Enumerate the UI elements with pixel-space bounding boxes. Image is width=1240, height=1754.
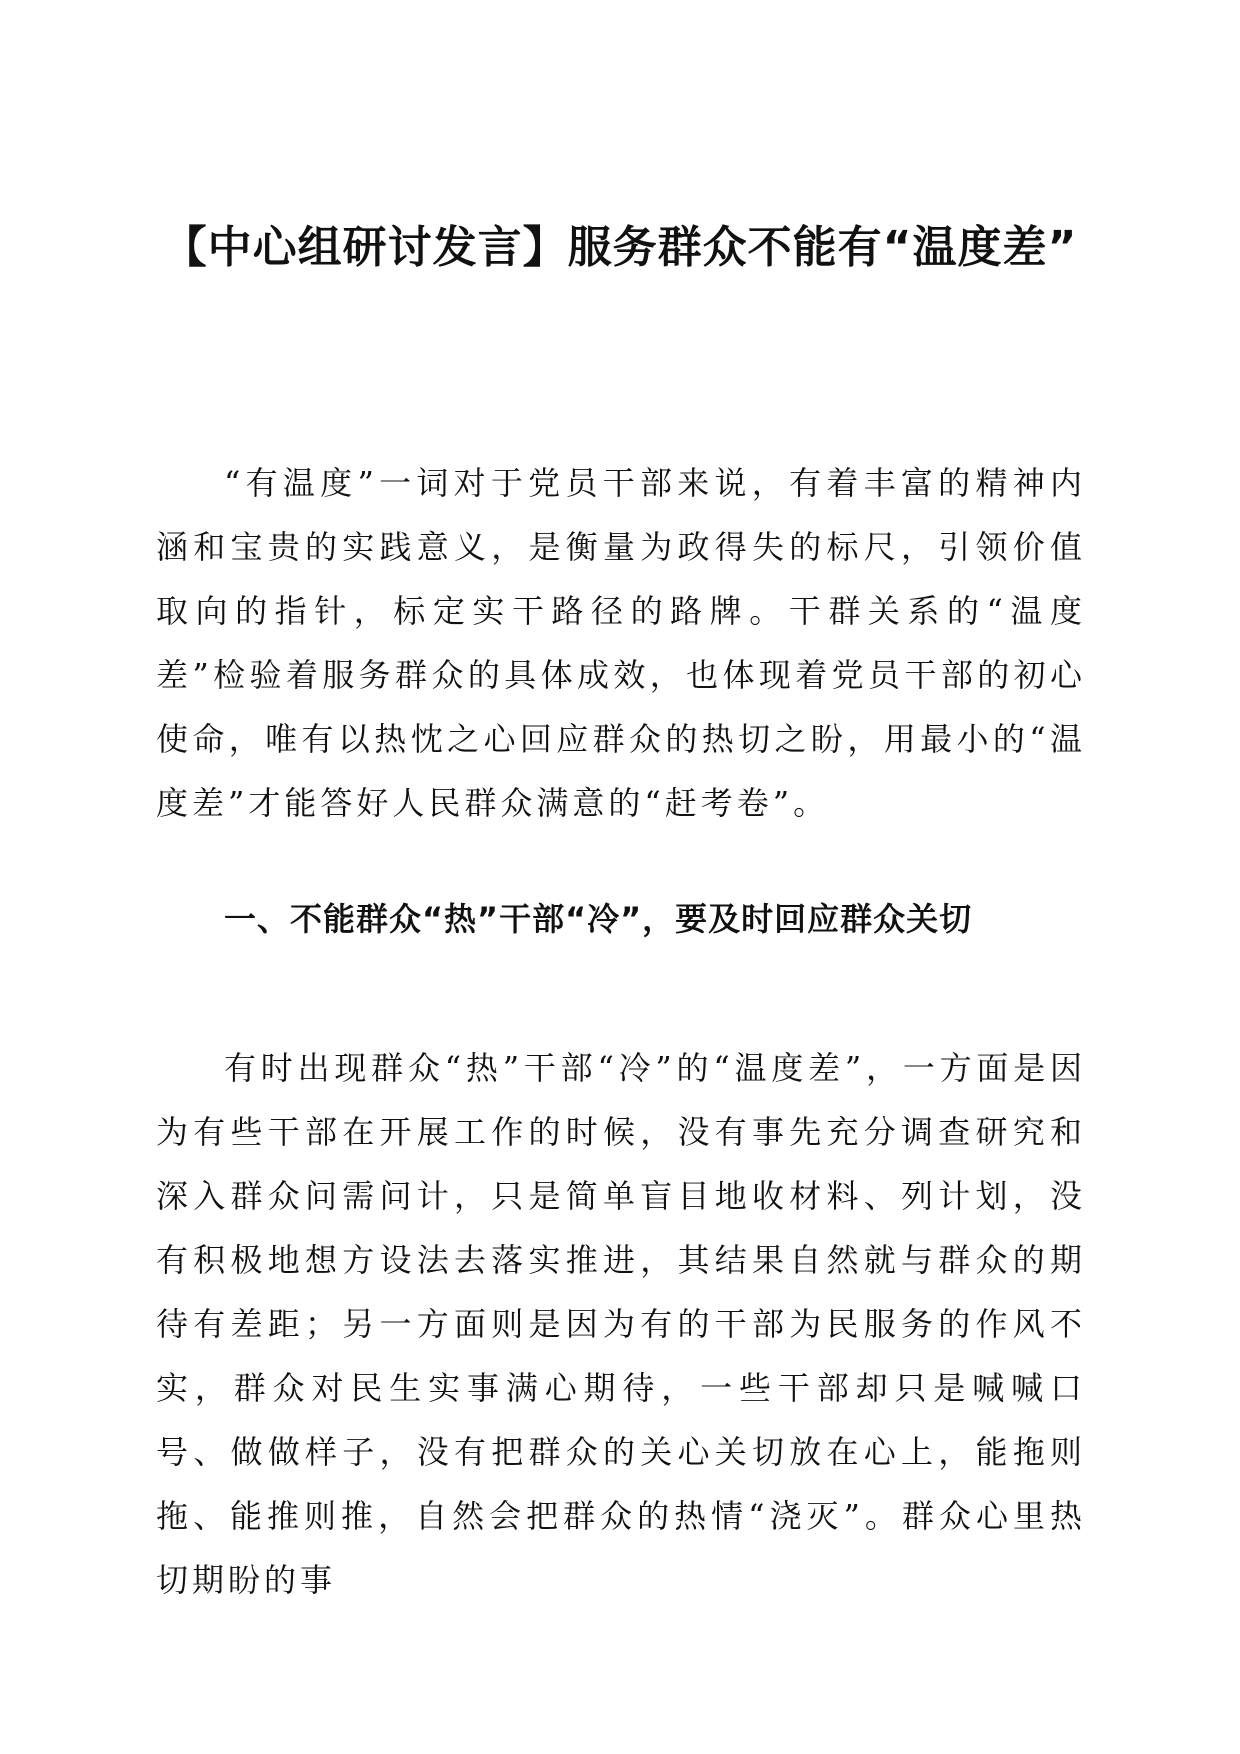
intro-paragraph: “有温度”一词对于党员干部来说，有着丰富的精神内涵和宝贵的实践意义，是衡量为政得失的标尺，引领价值取向的指针，标定实干路径的路牌。干群关系的“温度差”检验着服务群众的具体成效，也体现着党员干部的初心使命，唯有以热忱之心回应群众的热切之盼，用最小的“温度差”才能答好人民群众满意的“赶考卷”。 [156,464,1086,822]
document-title: 【中心组研讨发言】服务群众不能有“温度差” [162,222,1078,273]
section-1-paragraph: 有时出现群众“热”干部“冷”的“温度差”，一方面是因为有些干部在开展工作的时候，没有事先充分调查研究和深入群众问需问计，只是简单盲目地收材料、列计划，没有积极地想方设法去落实推进，其结果自然就与群众的期待有差距；另一方面则是因为有的干部为民服务的作风不实，群众对民生实事满心期待，一些干部却只是喊喊口号、做做样子，没有把群众的关心关切放在心上，能拖则拖、能推则推，自然会把群众的热情“浇灭”。群众心里热切期盼的事 [156,1049,1086,1599]
section-1-heading: 一、不能群众“热”干部“冷”，要及时回应群众关切 [224,900,973,938]
